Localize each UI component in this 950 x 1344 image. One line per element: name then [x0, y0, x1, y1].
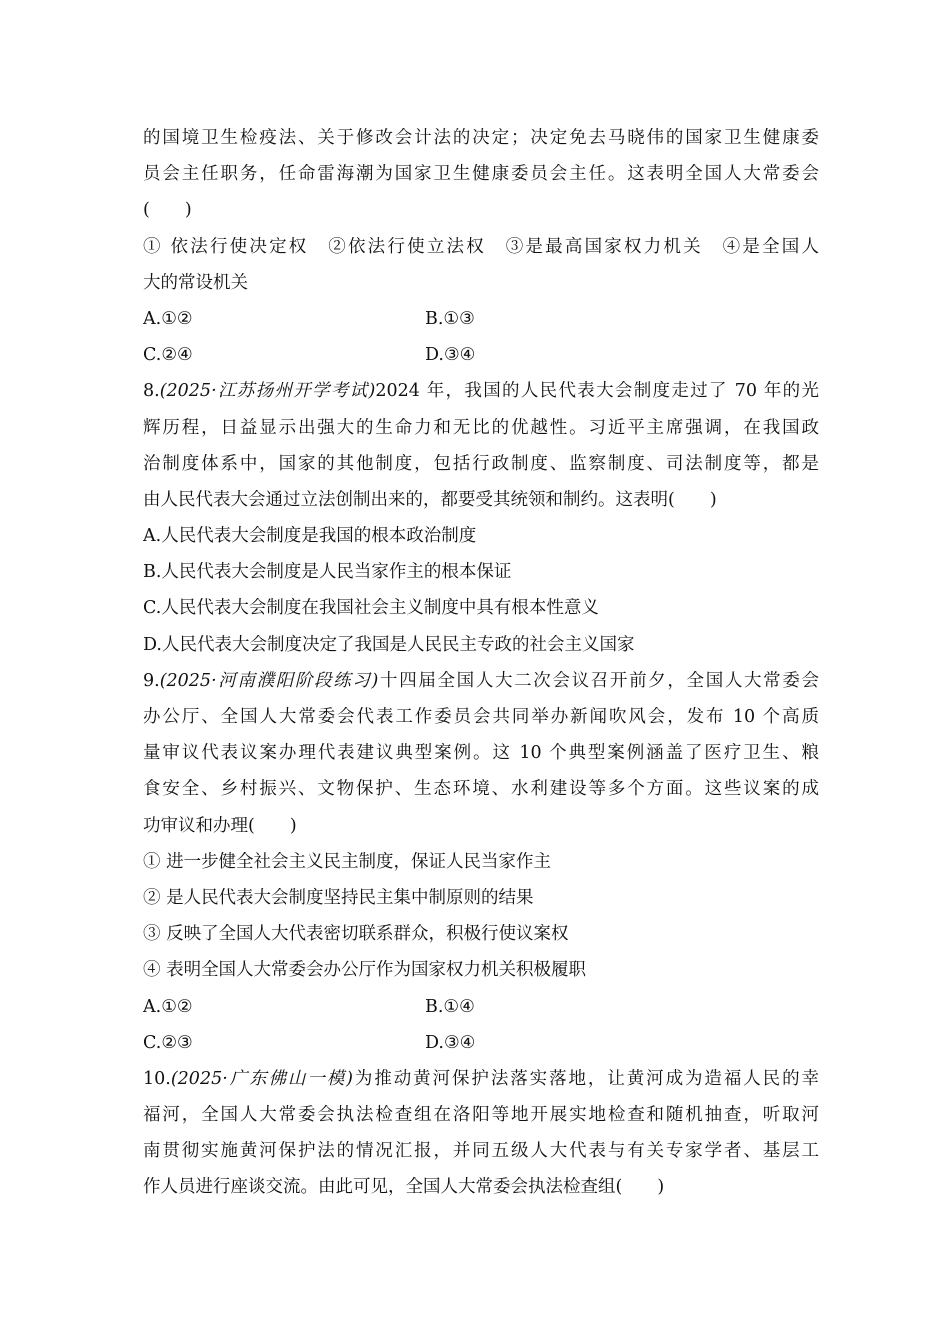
q9-option-c: C.②③: [143, 1032, 193, 1053]
q9-stem-line: 食安全、乡村振兴、文物保护、生态环境、水利建设等多个方面。这些议案的成: [143, 779, 819, 800]
q9-option-b: B.①④: [425, 996, 475, 1017]
q9-statement: ① 进一步健全社会主义民主制度，保证人民当家作主: [143, 851, 552, 872]
q7-option-c: C.②④: [143, 345, 193, 366]
q7-statement-line: ① 依法行使决定权 ②依法行使立法权 ③是最高国家权力机关 ④是全国人: [143, 236, 819, 257]
q10-stem-line: 福河，全国人大常委会执法检查组在洛阳等地开展实地检查和随机抽查，听取河: [143, 1105, 819, 1126]
q7-option-a: A.①②: [143, 308, 193, 329]
q8-option-b: B.人民代表大会制度是人民当家作主的根本保证: [143, 562, 512, 583]
q10-stem-line: [143, 1061, 819, 1097]
q8-stem-line: 治制度体系中，国家的其他制度，包括行政制度、监察制度、司法制度等，都是: [143, 453, 819, 474]
q9-statement: ④ 表明全国人大常委会办公厅作为国家权力机关积极履职: [143, 960, 587, 981]
q9-stem-line: [143, 663, 819, 699]
q9-option-d: D.③④: [425, 1032, 476, 1053]
q7-option-d: D.③④: [425, 345, 476, 366]
q9-stem-line: 功审议和办理( ): [143, 815, 297, 836]
q9-stem-first: 十四届全国人大二次会议召开前夕，全国人大常委会: [378, 670, 819, 691]
q8-option-d: D.人民代表大会制度决定了我国是人民民主专政的社会主义国家: [143, 634, 635, 655]
q8-stem-line: 辉历程，日益显示出强大的生命力和无比的优越性。习近平主席强调，在我国政: [143, 417, 819, 438]
q9-statement: ② 是人民代表大会制度坚持民主集中制原则的结果: [143, 887, 534, 908]
q8-option-c: C.人民代表大会制度在我国社会主义制度中具有根本性意义: [143, 598, 599, 619]
q10-number: 10.: [143, 1068, 171, 1089]
q8-option-a: A.人民代表大会制度是我国的根本政治制度: [143, 526, 477, 547]
q10-stem-first: 为推动黄河保护法落实落地，让黄河成为造福人民的幸: [353, 1068, 819, 1089]
q8-source: (2025·江苏扬州开学考试): [159, 381, 376, 402]
q8-number: 8.: [143, 381, 160, 402]
q7-options-row: [143, 337, 819, 373]
q7-options-row: [143, 301, 819, 337]
q9-statement: ③ 反映了全国人大代表密切联系群众，积极行使议案权: [143, 924, 569, 945]
q10-source: (2025·广东佛山一模): [170, 1068, 354, 1089]
q9-options-row: [143, 989, 819, 1025]
q10-stem-line: 作人员进行座谈交流。由此可见，全国人大常委会执法检查组( ): [143, 1177, 665, 1198]
q7-option-b: B.①③: [425, 308, 475, 329]
question-content: [143, 120, 819, 1206]
q8-stem-line: [143, 373, 819, 409]
q9-option-a: A.①②: [143, 996, 193, 1017]
q9-number: 9.: [143, 670, 160, 691]
q9-stem-line: 办公厅、全国人大常委会代表工作委员会共同举办新闻吹风会，发布 10 个高质: [143, 707, 819, 727]
q7-statement-line: 大的常设机关: [143, 272, 248, 293]
q8-stem-line: 由人民代表大会通过立法创制出来的，都要受其统领和制约。这表明( ): [143, 489, 717, 510]
q7-answer-blank: ( ): [143, 200, 192, 221]
q7-stem-line: 的国境卫生检疫法、关于修改会计法的决定；决定免去马晓伟的国家卫生健康委: [143, 128, 819, 148]
q8-stem-first: 2024 年，我国的人民代表大会制度走过了 70 年的光: [375, 381, 819, 402]
q10-stem-line: 南贯彻实施黄河保护法的情况汇报，并同五级人大代表与有关专家学者、基层工: [143, 1141, 819, 1162]
q9-source: (2025·河南濮阳阶段练习): [159, 670, 379, 691]
q9-stem-line: 量审议代表议案办理代表建议典型案例。这 10 个典型案例涵盖了医疗卫生、粮: [143, 743, 819, 764]
q9-options-row: [143, 1025, 819, 1061]
q7-stem-line: 员会主任职务，任命雷海潮为国家卫生健康委员会主任。这表明全国人大常委会: [143, 164, 819, 185]
